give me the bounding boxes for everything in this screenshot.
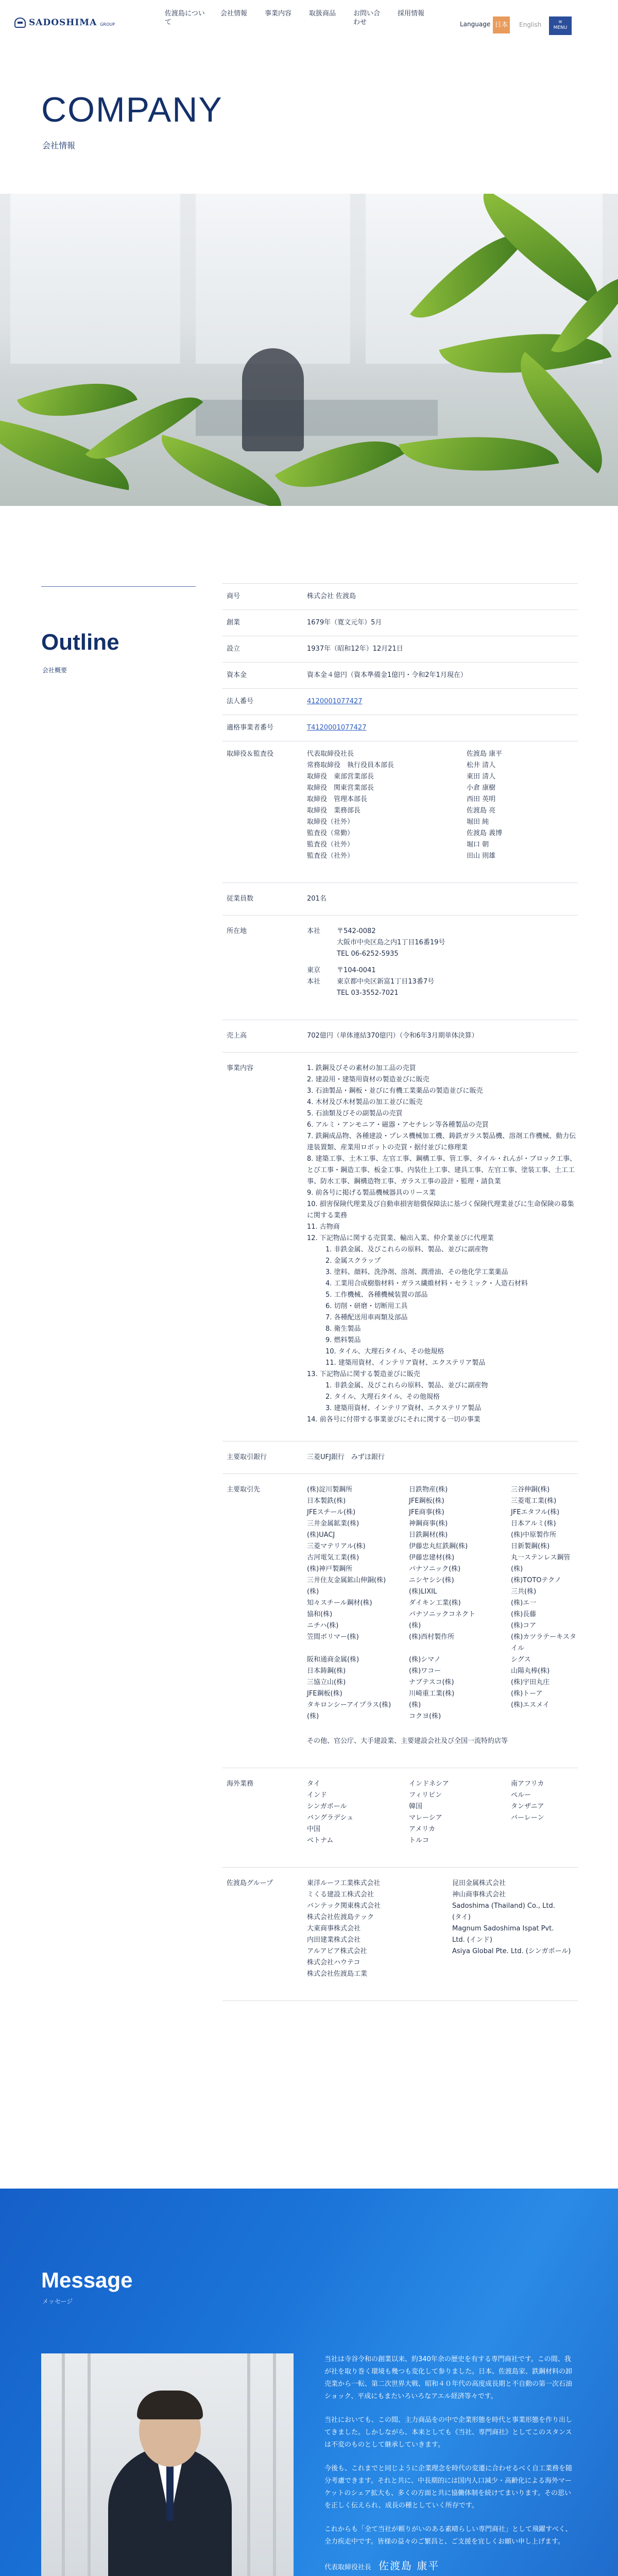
- country-name: マレーシア: [409, 1814, 442, 1822]
- row-value: 201名: [307, 895, 327, 903]
- row-value: 資本金４億円（資本準備金1億円・令和2年1月現在）: [307, 671, 467, 679]
- hero-photo: [0, 194, 618, 506]
- country-name: トルコ: [409, 1837, 430, 1844]
- business-item: 2. タイル、大理石タイル、その他規格: [325, 1393, 440, 1401]
- page-subtitle: 会社情報: [42, 141, 76, 150]
- client-name: 日鉄物産(株): [409, 1486, 448, 1494]
- row-value: 1679年（寛文元年）5月: [307, 619, 382, 626]
- country-name: ペルー: [511, 1791, 531, 1799]
- business-subitem: 9. 燃料製品: [325, 1336, 361, 1344]
- group-company: [452, 1957, 578, 1969]
- message-paragraph: これからも「全て当社が頼りがいのある素晴らしい専門商社」として飛躍すべく、全力疾走中です。皆様の益々のご繁昌と、ご支援を宜しくお願い申し上げます。: [324, 2526, 572, 2546]
- row-sales: [222, 1020, 578, 1052]
- office-line: TEL 03-3552-7021: [337, 989, 399, 997]
- client-name: 三共(株): [511, 1588, 537, 1596]
- row-corp-no: [222, 688, 578, 715]
- officer-name: 佐渡島 康平: [467, 750, 503, 758]
- client-name: ニシヤシシ(株): [409, 1577, 454, 1584]
- logo-sub: GROUP: [100, 22, 115, 27]
- row-key: 所在地: [227, 927, 247, 935]
- group-company: 東洋ルーフ工業株式会社: [307, 1879, 381, 1887]
- row-group: [222, 1867, 578, 2001]
- country-name: タンザニア: [511, 1803, 544, 1810]
- officer-title: 取締役 業務部長: [307, 807, 361, 815]
- president-photo: [41, 2353, 294, 2576]
- menu-label: MENU: [553, 25, 568, 30]
- business-item: 2. 建設用・建築用資材の製造並びに販売: [307, 1076, 430, 1083]
- row-value: 1937年（昭和12年）12月21日: [307, 645, 403, 653]
- offices-list: [307, 926, 578, 1004]
- client-name: (株)神戸製鋼所: [307, 1565, 353, 1573]
- business-subitem: 8. 衛生製品: [325, 1325, 361, 1333]
- group-company: 神山商事株式会社: [452, 1891, 506, 1899]
- business-item: 5. 石油類及びその副製品の売買: [307, 1110, 403, 1117]
- signature: [324, 2560, 577, 2574]
- client-name: 三井住友金属鉱山伸銅(株): [307, 1577, 386, 1584]
- client-name: 三菱電工業(株): [511, 1497, 557, 1505]
- office-line: TEL 06-6252-5935: [337, 950, 399, 958]
- officer-title: 代表取締役社長: [307, 750, 354, 758]
- client-name: ナブテスコ(株): [409, 1679, 454, 1686]
- group-company: (タイ): [452, 1913, 471, 1921]
- group-grid: [307, 1878, 578, 1980]
- row-value: 三菱UFJ銀行 みずほ銀行: [307, 1453, 385, 1461]
- client-name: 神鋼商事(株): [409, 1520, 448, 1528]
- business-item: 10. 損害保険代理業及び自動車損害賠償保障法に基づく保険代理業並びに生命保険の募集に関する業務: [307, 1200, 574, 1219]
- row-key: 主要取引先: [227, 1486, 261, 1494]
- officer-title: 監査役（社外）: [307, 852, 354, 860]
- row-key: 適格事業者番号: [227, 724, 274, 732]
- country-name: 中国: [307, 1825, 321, 1833]
- officer-title: 取締役 関東営業部長: [307, 784, 374, 792]
- row-banks: [222, 1441, 578, 1473]
- country-name: バーレーン: [511, 1814, 544, 1822]
- client-name: 日鉄鋼材(株): [409, 1531, 448, 1539]
- office-address: [337, 965, 434, 999]
- group-company: 昆田金属株式会社: [452, 1879, 506, 1887]
- client-name: 山陽丸棒(株): [511, 1667, 550, 1675]
- business-item: 1. 鉄鋼及びその素材の加工品の売買: [307, 1064, 416, 1072]
- overseas-grid: [307, 1778, 578, 1846]
- business-subitem: 10. タイル、大理石タイル、その他規格: [325, 1348, 444, 1355]
- country-name: バングラデシュ: [307, 1814, 354, 1822]
- row-officers: [222, 741, 578, 883]
- group-company: 株式会社佐渡島テック: [307, 1913, 374, 1921]
- group-company: アルアビア株式会社: [307, 1947, 367, 1955]
- country-name: インド: [307, 1791, 328, 1799]
- business-subitem: 6. 切削・研磨・切断用工具: [325, 1302, 408, 1310]
- client-name: (株): [409, 1622, 421, 1630]
- client-name: 日本アルミ(株): [511, 1520, 556, 1528]
- client-name: 阪和通商金属(株): [307, 1656, 359, 1664]
- business-item: 3. 石油製品・鋼板・並びに有機工業薬品の製造並びに販売: [307, 1087, 483, 1095]
- client-name: (株)淀川製鋼所: [307, 1486, 353, 1494]
- page-title: COMPANY: [41, 90, 223, 129]
- officer-title: 監査役（常勤）: [307, 829, 354, 837]
- office-line: 大阪市中央区島之内1丁目16番19号: [337, 939, 445, 946]
- row-capital: [222, 662, 578, 688]
- row-established: [222, 636, 578, 662]
- corp-no-link[interactable]: 4120001077427: [307, 698, 363, 705]
- client-name: 日本製鉄(株): [307, 1497, 346, 1505]
- signature-name: 佐渡島 康平: [379, 2560, 440, 2572]
- client-name: (株)TOTOテクノ: [511, 1577, 561, 1584]
- invoice-link[interactable]: T4120001077427: [307, 724, 367, 732]
- client-name: (株)宇田丸庄: [511, 1679, 550, 1686]
- officer-title: 監査役（社外）: [307, 841, 354, 849]
- row-key: 海外業務: [227, 1780, 254, 1788]
- client-name: 三谷伸銅(株): [511, 1486, 550, 1494]
- business-item: 4. 木材及び木材製品の加工並びに販売: [307, 1098, 423, 1106]
- client-name: シグス: [511, 1656, 531, 1664]
- client-name: パナソニック(株): [409, 1565, 461, 1573]
- client-name: (株)LIXIL: [409, 1588, 437, 1596]
- client-name: (株)エスメイ: [511, 1701, 550, 1709]
- officer-name: 小倉 康樹: [467, 784, 496, 792]
- group-company: Magnum Sadoshima Ispat Pvt.: [452, 1925, 554, 1933]
- logo-icon: [14, 18, 26, 28]
- nav-products[interactable]: 取扱商品: [309, 10, 336, 18]
- language-label: Language: [460, 21, 491, 28]
- message-title: Message: [41, 2268, 133, 2292]
- client-name: JFEスチール(株): [307, 1509, 356, 1516]
- logo-text: SADOSHIMA: [29, 18, 97, 28]
- client-name: (株)中原製作所: [511, 1531, 557, 1539]
- business-subitem: 1. 非鉄金属、及びこれらの原料、製品、並びに副産物: [325, 1246, 488, 1253]
- row-employees: [222, 883, 578, 915]
- group-company: 株式会社ハウテコ: [307, 1959, 360, 1967]
- client-name: JFE商事(株): [409, 1509, 444, 1516]
- business-item: 9. 前各号に掲げる製品機械器具のリース業: [307, 1189, 436, 1197]
- office-address: [337, 926, 445, 960]
- clients-grid: [307, 1484, 578, 1722]
- office-name: 本社: [307, 927, 321, 935]
- officer-title: 取締役 管理本部長: [307, 795, 368, 803]
- country-name: ベトナム: [307, 1837, 334, 1844]
- clients-note: その他、官公庁、大手建設業、主要建設会社及び全国一流特約店等: [307, 1737, 508, 1745]
- message-paragraph: 当社は寺谷令和の創業以来、約340年余の歴史を有する専門商社です。この間、我が社を取り巻く環境も幾つも変化して参りました。日本、佐渡島家、鉄鋼材料の卸売業から一転、第二次世界大戦、昭和４０年代の高度成長期と不自動の第一次石油ショック、平成にもまたいろいろなアエル経済等々です。: [324, 2355, 573, 2400]
- row-key: 商号: [227, 592, 241, 600]
- business-subitem: 3. 塗料、顔料、洗浄剤、溶剤、潤滑油、その他化学工業薬品: [325, 1268, 508, 1276]
- client-name: 三井金属鉱業(株): [307, 1520, 359, 1528]
- office-name: 東京本社: [307, 967, 321, 986]
- row-name: [222, 583, 578, 609]
- group-company: 内田建業株式会社: [307, 1936, 361, 1944]
- business-item: 11. 古物商: [307, 1223, 340, 1231]
- lang-jp-button[interactable]: 日本語: [493, 16, 510, 33]
- office-line: 〒104-0041: [337, 967, 376, 974]
- client-name: JFE鋼板(株): [307, 1690, 342, 1698]
- logo[interactable]: [14, 18, 115, 28]
- row-invoice: [222, 715, 578, 741]
- country-name: [511, 1824, 578, 1835]
- office-block: [307, 926, 578, 960]
- client-name: (株)ワコー: [409, 1667, 441, 1675]
- client-name: 丸一ステンレス鋼管: [511, 1554, 571, 1562]
- signature-label: 代表取締役社長: [324, 2564, 372, 2571]
- group-company: Ltd. (インド): [452, 1936, 493, 1944]
- officers-list: [307, 749, 578, 862]
- client-name: 伊藤忠丸紅鉄鋼(株): [409, 1543, 468, 1550]
- officer-name: 東田 清人: [467, 773, 496, 781]
- row-founded: [222, 609, 578, 636]
- officer-title: 取締役（社外）: [307, 818, 354, 826]
- officer-name: 堀田 純: [467, 818, 489, 826]
- client-name: [511, 1711, 578, 1722]
- office-line: 東京都中央区新富1丁目13番7号: [337, 978, 435, 986]
- group-company: [452, 1969, 578, 1980]
- row-key: 売上高: [227, 1032, 247, 1040]
- client-name: ダイキン工業(株): [409, 1599, 461, 1607]
- site-header: [0, 0, 618, 49]
- country-name: アメリカ: [409, 1825, 436, 1833]
- divider: [41, 586, 196, 587]
- client-name: (株): [307, 1713, 319, 1720]
- menu-button[interactable]: ≡ MENU: [549, 16, 572, 35]
- country-name: 韓国: [409, 1803, 423, 1810]
- client-name: (株)エ一: [511, 1599, 537, 1607]
- group-company: 株式会社佐渡島工業: [307, 1970, 368, 1978]
- country-name: フィリピン: [409, 1791, 442, 1799]
- client-name: (株)トーア: [511, 1690, 543, 1698]
- outline-subtitle: 会社概要: [42, 667, 67, 674]
- client-name: JFEエタフル(株): [511, 1509, 560, 1516]
- row-key: 資本金: [227, 671, 247, 679]
- client-name: (株): [511, 1565, 523, 1573]
- row-overseas: [222, 1768, 578, 1867]
- client-name: (株)カツラテーキスタイル: [511, 1633, 576, 1652]
- business-subitem: 7. 各種配送用車両類及部品: [325, 1314, 408, 1321]
- business-subitem: 5. 工作機械、各種機械装置の部品: [325, 1291, 428, 1299]
- country-name: 南アフリカ: [511, 1780, 544, 1788]
- business-item: 14. 前各号に付帯する事業並びにそれに関する一切の事業: [307, 1416, 480, 1423]
- client-name: 日新製鋼(株): [511, 1543, 550, 1550]
- officer-name: 田山 則雄: [467, 852, 496, 860]
- client-name: コクヨ(株): [409, 1713, 441, 1720]
- group-company: バンテック関東株式会社: [307, 1902, 381, 1910]
- row-clients: [222, 1473, 578, 1768]
- business-item: 13. 下記物品に関する製造並びに販売: [307, 1370, 420, 1378]
- row-value: 株式会社 佐渡島: [307, 592, 356, 600]
- message-paragraph: 当社においても、この間、主力商品をの中で企業形態を時代と事業形態を作り出してきました。しかしながら、本来としても《当社、専門商社》としてこのスタンスは不変のものとして継承していきます。: [324, 2416, 573, 2449]
- business-subitem: 4. 工業用合成樹脂材料・ガラス繊維材料・セラミック・人造石材料: [325, 1280, 528, 1287]
- row-value: 702億円（単体連結370億円）（令和6年3月期単体決算）: [307, 1032, 478, 1040]
- client-name: 知々スチール鋼材(株): [307, 1599, 372, 1607]
- row-key: 法人番号: [227, 698, 254, 705]
- client-name: (株): [307, 1588, 319, 1596]
- main-nav: [165, 9, 444, 27]
- outline-title: Outline: [41, 630, 119, 655]
- group-company: 大東商事株式会社: [307, 1925, 361, 1933]
- client-name: (株)西村製作所: [409, 1633, 455, 1641]
- business-item: 8. 建築工事、土木工事、左官工事、鋼構工事、管工事、タイル・れんが・ブロック工事、とび工事・鋼造工事、板金工事、内装仕上工事、建具工事、左官工事、塗装工事、土工工事、防水工事、鋼構造物工事、ガラス工事の設計・監理・請負業: [307, 1155, 577, 1185]
- group-company: Asiya Global Pte. Ltd. (シンガポール): [452, 1947, 571, 1955]
- client-name: 協和(株): [307, 1611, 333, 1618]
- officer-name: 西田 英明: [467, 795, 496, 803]
- lang-en-link[interactable]: English: [519, 21, 542, 28]
- client-name: 伊藤忠建材(株): [409, 1554, 455, 1562]
- business-item: 7. 鉄鋼成品物、各種建設・プレス機械加工機、鋳鉄ガラス製品機、溶剤工作機械、動力伝達装置類、産業用ロボットの売買・据付並びに修理業: [307, 1132, 576, 1151]
- client-name: 三協立山(株): [307, 1679, 346, 1686]
- client-name: JFE鋼板(株): [409, 1497, 444, 1505]
- office-block: [307, 965, 578, 999]
- business-item: 6. アルミ・アンモニア・磁器・アセチレン等各種製品の売買: [307, 1121, 489, 1129]
- officer-title: 常務取締役 執行役員本部長: [307, 761, 394, 769]
- row-key: 主要取引銀行: [227, 1453, 267, 1461]
- company-table: [222, 583, 578, 2001]
- row-offices: [222, 915, 578, 1020]
- row-key: 設立: [227, 645, 241, 653]
- message-body: [324, 2353, 577, 2574]
- message-section: [0, 2189, 618, 2576]
- client-name: 川崎重工業(株): [409, 1690, 455, 1698]
- nav-about[interactable]: 佐渡島について: [165, 10, 205, 26]
- business-item: 3. 建築用資材、インテリア資材、エクステリア製品: [325, 1404, 482, 1412]
- country-name: [511, 1835, 578, 1846]
- row-key: 佐渡島グループ: [227, 1879, 273, 1887]
- row-key: 取締役＆監査役: [227, 750, 274, 758]
- client-name: ニチハ(株): [307, 1622, 339, 1630]
- officer-name: 佐渡島 亮: [467, 807, 496, 815]
- client-name: (株)コア: [511, 1622, 537, 1630]
- message-paragraph: 今後も、これまでと同じように企業理念を時代の変遷に合わせるべく自工業務を随分考慮できます。それと共に、中長期的には国内人口減少・高齢化による海外マーケットのシェア拡大も、多くの方面と共に協働体制を続けてまいります。その思いを正しく伝えられ、成長の種としていく所存です。: [324, 2465, 573, 2510]
- officer-name: 堀口 朝: [467, 841, 489, 849]
- business-list: [307, 1063, 578, 1426]
- row-key: 創業: [227, 619, 241, 626]
- business-subitem: 2. 金属スクラップ: [325, 1257, 381, 1265]
- nav-company[interactable]: 会社情報: [220, 10, 248, 18]
- business-item: 1. 非鉄金属、及びこれらの原料、製品、並びに副産物: [325, 1382, 488, 1389]
- client-name: パナソニックコネクト: [409, 1611, 475, 1618]
- client-name: (株)UACJ: [307, 1531, 335, 1539]
- client-name: (株)シマノ: [409, 1656, 441, 1664]
- nav-contact[interactable]: お問い合わせ: [353, 10, 381, 26]
- client-name: タキロンシーアイプラス(株): [307, 1701, 391, 1709]
- country-name: タイ: [307, 1780, 320, 1788]
- business-item: 12. 下記物品に関する売買業、輸出入業、仲介業並びに代理業: [307, 1234, 494, 1242]
- nav-business[interactable]: 事業内容: [265, 10, 292, 18]
- row-business: [222, 1052, 578, 1441]
- officer-title: 取締役 東部営業部長: [307, 773, 374, 781]
- officer-name: 佐渡島 義博: [467, 829, 503, 837]
- client-name: 日本鋳鋼(株): [307, 1667, 346, 1675]
- client-name: 笠間ボリマー(株): [307, 1633, 359, 1641]
- row-key: 事業内容: [227, 1064, 254, 1072]
- country-name: インドネシア: [409, 1780, 449, 1788]
- office-line: 〒542-0082: [337, 927, 376, 935]
- nav-recruit[interactable]: 採用情報: [398, 10, 425, 18]
- row-key: 従業員数: [227, 895, 254, 903]
- group-company: ミくる建設工株式会社: [307, 1891, 374, 1899]
- client-name: (株)長藤: [511, 1611, 537, 1618]
- client-name: 古河電気工業(株): [307, 1554, 359, 1562]
- message-subtitle: メッセージ: [42, 2298, 73, 2305]
- business-subitem: 11. 建築用資材、インテリア資材、エクステリア製品: [325, 1359, 486, 1367]
- client-name: 三菱マテリアル(株): [307, 1543, 366, 1550]
- officer-name: 松井 清人: [467, 761, 496, 769]
- country-name: シンガポール: [307, 1803, 347, 1810]
- client-name: (株): [409, 1701, 421, 1709]
- group-company: Sadoshima (Thailand) Co., Ltd.: [452, 1902, 555, 1910]
